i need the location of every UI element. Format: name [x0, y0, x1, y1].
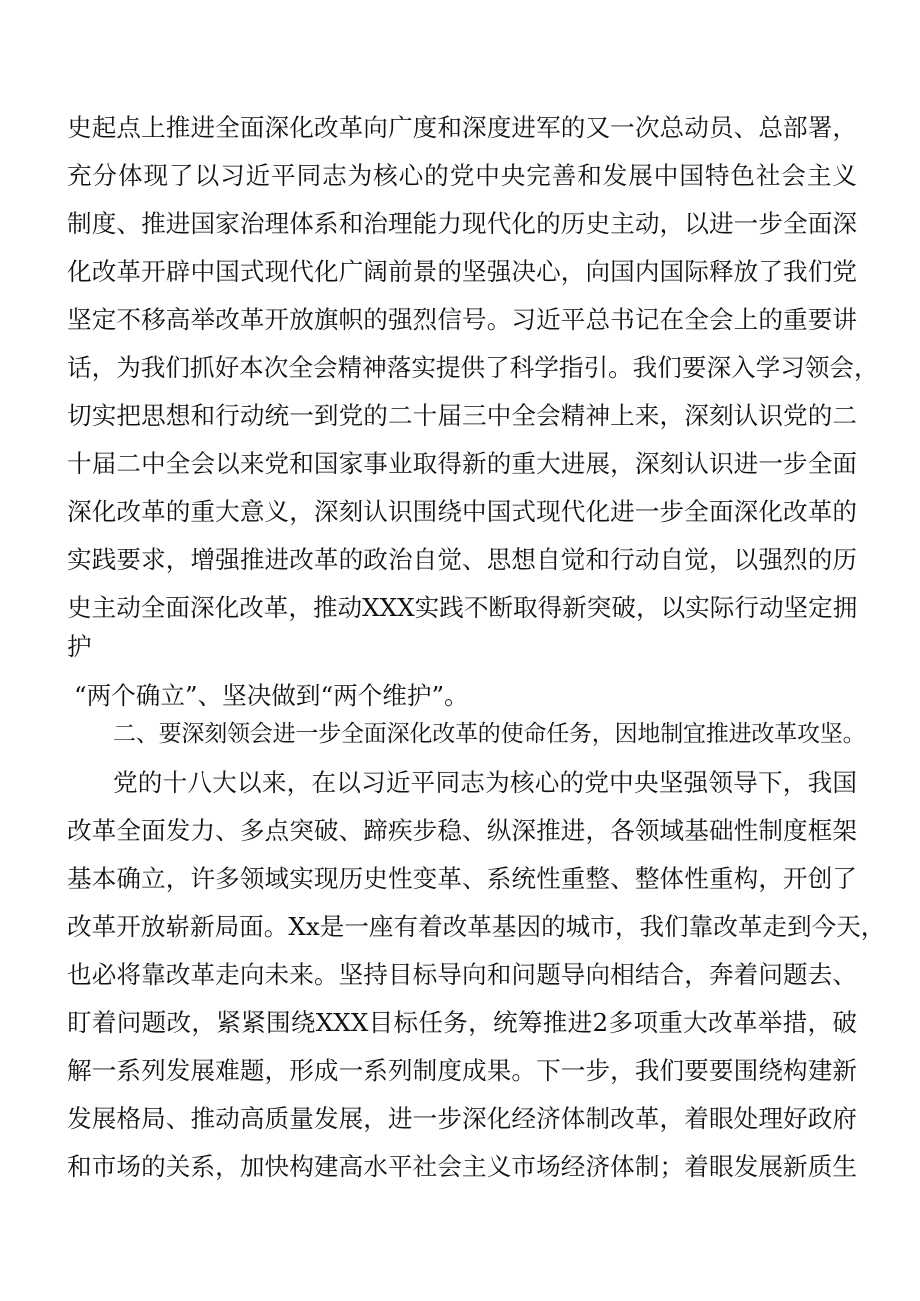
paragraph-line: 史主动全面深化改革，推动XXX实践不断取得新突破，以实际行动坚定拥 — [67, 593, 858, 622]
paragraph-line: 护 — [67, 632, 92, 661]
paragraph-line: 充分体现了以习近平同志为核心的党中央完善和发展中国特色社会主义 — [67, 161, 857, 190]
paragraph-line: 切实把思想和行动统一到党的二十届三中全会精神上来，深刻认识党的二 — [67, 401, 857, 430]
paragraph-line: 改革开放崭新局面。Xx是一座有着改革基因的城市，我们靠改革走到今天， — [67, 912, 886, 941]
section-heading: 二、要深刻领会进一步全面深化改革的使命任务，因地制宜推进改革攻坚。 — [113, 721, 866, 747]
paragraph-line: 坚定不移高举改革开放旗帜的强烈信号。习近平总书记在全会上的重要讲 — [67, 305, 857, 334]
paragraph-line: 盯着问题改，紧紧围绕XXX目标任务，统筹推进2多项重大改革举措，破 — [67, 1008, 857, 1037]
paragraph-line: 实践要求，增强推进改革的政治自觉、思想自觉和行动自觉，以强烈的历 — [67, 545, 857, 574]
paragraph-line: 制度、推进国家治理体系和治理能力现代化的历史主动，以进一步全面深 — [67, 209, 857, 238]
paragraph-line: 深化改革的重大意义，深刻认识围绕中国式现代化进一步全面深化改革的 — [67, 497, 857, 526]
paragraph-line: 也必将靠改革走向未来。坚持目标导向和问题导向相结合，奔着问题去、 — [67, 960, 857, 989]
paragraph-line: 十届二中全会以来党和国家事业取得新的重大进展，深刻认识进一步全面 — [67, 449, 857, 478]
paragraph-line: 史起点上推进全面深化改革向广度和深度进军的又一次总动员、总部署， — [67, 113, 857, 142]
paragraph-line: 化改革开辟中国式现代化广阔前景的坚强决心，向国内国际释放了我们党 — [67, 257, 857, 286]
paragraph-line: 基本确立，许多领域实现历史性变革、系统性重整、整体性重构，开创了 — [67, 864, 857, 893]
paragraph-line: “两个确立”、坚决做到“两个维护”。 — [74, 681, 469, 710]
paragraph-line: 话，为我们抓好本次全会精神落实提供了科学指引。我们要深入学习领会， — [67, 353, 879, 382]
paragraph-line: 发展格局、推动高质量发展，进一步深化经济体制改革，着眼处理好政府 — [67, 1104, 857, 1133]
paragraph-line: 解一系列发展难题，形成一系列制度成果。下一步，我们要要围绕构建新 — [67, 1056, 857, 1085]
paragraph-line: 和市场的关系，加快构建高水平社会主义市场经济体制；着眼发展新质生 — [67, 1152, 857, 1181]
paragraph-line: 党的十八大以来，在以习近平同志为核心的党中央坚强领导下，我国 — [113, 768, 857, 797]
paragraph-line: 改革全面发力、多点突破、蹄疾步稳、纵深推进，各领域基础性制度框架 — [67, 816, 857, 845]
